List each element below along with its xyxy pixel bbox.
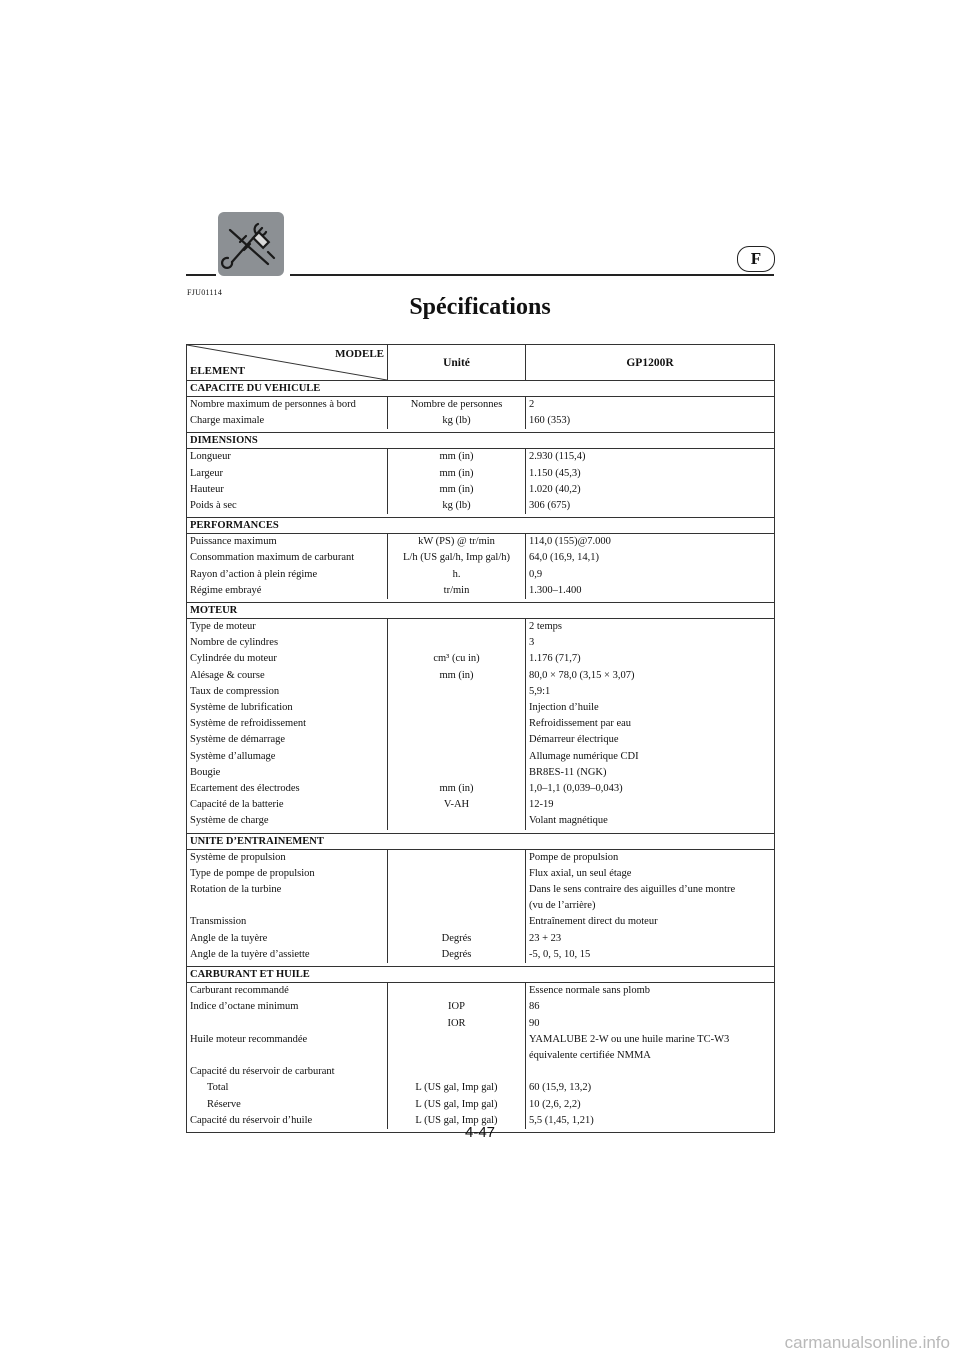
element-cell: Poids à sec — [187, 498, 388, 514]
unit-cell: L (US gal, Imp gal) — [388, 1113, 526, 1129]
table-row — [187, 849, 775, 866]
table-row — [187, 700, 775, 716]
unit-cell: V-AH — [388, 797, 526, 813]
unit-cell: cm³ (cu in) — [388, 651, 526, 667]
element-cell: Indice d’octane minimum — [187, 999, 388, 1015]
table-row — [187, 749, 775, 765]
section-title: DIMENSIONS — [187, 433, 775, 449]
section-title: UNITE D’ENTRAINEMENT — [187, 833, 775, 849]
table-row — [187, 397, 775, 414]
unit-cell — [388, 849, 526, 866]
unit-cell — [388, 684, 526, 700]
table-row — [187, 1032, 775, 1064]
value-text: 80,0 × 78,0 (3,15 × 3,07) — [529, 669, 635, 681]
section-title: MOTEUR — [187, 603, 775, 619]
table-row — [187, 983, 775, 1000]
unit-cell: kW (PS) @ tr/min — [388, 534, 526, 551]
value-text: 1.176 (71,7) — [529, 653, 581, 665]
element-cell: Réserve — [187, 1097, 388, 1113]
unit-cell: IOP — [388, 999, 526, 1015]
value-text: Volant magnétique — [529, 815, 608, 827]
unit-cell — [388, 619, 526, 636]
section-title: PERFORMANCES — [187, 518, 775, 534]
watermark-text: carmanualsonline.info — [784, 1333, 950, 1352]
element-cell: Capacité du réservoir d’huile — [187, 1113, 388, 1129]
element-cell: Système de charge — [187, 813, 388, 829]
unit-cell — [388, 1064, 526, 1080]
value-text: 2 temps — [529, 621, 562, 633]
element-cell: Angle de la tuyère d’assiette — [187, 947, 388, 963]
table-row — [187, 567, 775, 583]
table-row — [187, 797, 775, 813]
element-cell: Type de pompe de propulsion — [187, 866, 388, 882]
table-row — [187, 482, 775, 498]
element-cell: Alésage & course — [187, 668, 388, 684]
table-row — [187, 882, 775, 914]
element-cell: Taux de compression — [187, 684, 388, 700]
unit-cell — [388, 813, 526, 829]
value-cell — [526, 619, 775, 636]
header-element-label: ELEMENT — [190, 365, 246, 377]
table-header-row — [187, 345, 775, 381]
value-text: 1.150 (45,3) — [529, 467, 581, 479]
value-text: 10 (2,6, 2,2) — [529, 1098, 581, 1110]
table-row — [187, 413, 775, 429]
value-cell — [526, 482, 775, 498]
value-cell — [526, 749, 775, 765]
unit-cell: L (US gal, Imp gal) — [388, 1080, 526, 1096]
table-row — [187, 1080, 775, 1096]
header-model-label: MODELE — [335, 348, 384, 360]
value-cell — [526, 1032, 775, 1064]
value-cell — [526, 449, 775, 466]
value-text: 0,9 — [529, 568, 543, 580]
value-text: BR8ES-11 (NGK) — [529, 766, 607, 778]
value-text: YAMALUBE 2-W ou une huile marine TC-W3 — [529, 1033, 730, 1045]
element-cell: Nombre maximum de personnes à bord — [187, 397, 388, 414]
table-row — [187, 716, 775, 732]
element-cell: Bougie — [187, 765, 388, 781]
unit-cell: Degrés — [388, 947, 526, 963]
element-cell: Consommation maximum de carburant — [187, 550, 388, 566]
section-header-row — [187, 381, 775, 397]
value-text: 114,0 (155)@7.000 — [529, 536, 611, 548]
section-header-row — [187, 967, 775, 983]
value-cell — [526, 797, 775, 813]
value-cell — [526, 931, 775, 947]
header-model-value-label: GP1200R — [526, 345, 775, 381]
element-cell: Système de démarrage — [187, 732, 388, 748]
value-cell — [526, 466, 775, 482]
element-cell: Rayon d’action à plein régime — [187, 567, 388, 583]
specifications-table — [186, 344, 775, 1133]
value-text: Flux axial, un seul étage — [529, 867, 632, 879]
value-text: Pompe de propulsion — [529, 851, 619, 863]
value-cell — [526, 983, 775, 1000]
value-cell — [526, 716, 775, 732]
section-title: CAPACITE DU VEHICULE — [187, 381, 775, 397]
value-cell — [526, 583, 775, 599]
unit-cell — [388, 700, 526, 716]
value-text: 86 — [529, 1001, 540, 1013]
element-cell: Carburant recommandé — [187, 983, 388, 1000]
element-cell: Hauteur — [187, 482, 388, 498]
unit-cell: IOR — [388, 1016, 526, 1032]
element-cell: Capacité du réservoir de carburant — [187, 1064, 388, 1080]
element-cell: Système d’allumage — [187, 749, 388, 765]
unit-cell: kg (lb) — [388, 413, 526, 429]
table-row — [187, 813, 775, 829]
value-cell — [526, 651, 775, 667]
value-text: Démarreur électrique — [529, 734, 619, 746]
value-cell — [526, 668, 775, 684]
value-cell — [526, 732, 775, 748]
table-row — [187, 619, 775, 636]
element-cell: Largeur — [187, 466, 388, 482]
element-cell: Type de moteur — [187, 619, 388, 636]
value-cell — [526, 882, 775, 914]
table-row — [187, 781, 775, 797]
value-cell — [526, 914, 775, 930]
unit-cell — [388, 749, 526, 765]
tools-icon — [218, 212, 284, 276]
unit-cell: mm (in) — [388, 466, 526, 482]
section-header-row — [187, 518, 775, 534]
table-row — [187, 583, 775, 599]
value-cell — [526, 684, 775, 700]
table-row — [187, 866, 775, 882]
table-body — [187, 381, 775, 1133]
value-text: Dans le sens contraire des aiguilles d’une montre — [529, 884, 736, 896]
value-text: -5, 0, 5, 10, 15 — [529, 948, 591, 960]
unit-cell — [388, 716, 526, 732]
unit-cell: mm (in) — [388, 668, 526, 684]
header-element-model-cell — [187, 345, 388, 381]
element-cell: Rotation de la turbine — [187, 882, 388, 914]
value-text: Injection d’huile — [529, 702, 599, 714]
section-header-row — [187, 833, 775, 849]
value-cell — [526, 397, 775, 414]
value-text: 12-19 — [529, 799, 554, 811]
table-row — [187, 498, 775, 514]
unit-cell — [388, 765, 526, 781]
unit-cell — [388, 983, 526, 1000]
value-text: 1.020 (40,2) — [529, 483, 581, 495]
element-cell: Puissance maximum — [187, 534, 388, 551]
table-row — [187, 684, 775, 700]
unit-cell — [388, 882, 526, 914]
value-cell — [526, 567, 775, 583]
value-text: Refroidissement par eau — [529, 718, 632, 730]
page-title: Spécifications — [409, 294, 551, 320]
table-row — [187, 999, 775, 1015]
value-cell — [526, 534, 775, 551]
table-row — [187, 466, 775, 482]
value-text: 160 (353) — [529, 415, 571, 427]
value-text: 2.930 (115,4) — [529, 451, 586, 463]
unit-cell: kg (lb) — [388, 498, 526, 514]
value-text-continued: (vu de l’arrière) — [529, 900, 596, 912]
value-cell — [526, 781, 775, 797]
table-row — [187, 668, 775, 684]
unit-cell — [388, 732, 526, 748]
element-cell: Système de refroidissement — [187, 716, 388, 732]
unit-cell — [388, 635, 526, 651]
element-cell: Longueur — [187, 449, 388, 466]
value-cell — [526, 849, 775, 866]
value-cell — [526, 1097, 775, 1113]
section-header-row — [187, 603, 775, 619]
element-cell — [187, 1016, 388, 1032]
value-text: 2 — [529, 399, 535, 410]
value-cell — [526, 947, 775, 963]
value-text: 3 — [529, 637, 535, 649]
tools-icon-graphic — [218, 212, 284, 276]
unit-cell — [388, 1032, 526, 1064]
table-row — [187, 947, 775, 963]
unit-cell: mm (in) — [388, 482, 526, 498]
element-cell: Système de lubrification — [187, 700, 388, 716]
element-cell: Cylindrée du moteur — [187, 651, 388, 667]
value-text: 5,5 (1,45, 1,21) — [529, 1114, 594, 1126]
unit-cell: mm (in) — [388, 449, 526, 466]
element-cell: Système de propulsion — [187, 849, 388, 866]
unit-cell: L (US gal, Imp gal) — [388, 1097, 526, 1113]
table-row — [187, 1064, 775, 1080]
section-header-row — [187, 433, 775, 449]
table-row — [187, 651, 775, 667]
value-cell — [526, 1080, 775, 1096]
unit-cell: h. — [388, 567, 526, 583]
table-row — [187, 1097, 775, 1113]
value-cell — [526, 550, 775, 566]
language-badge: F — [737, 246, 775, 272]
value-text-continued: équivalente certifiée NMMA — [529, 1049, 651, 1061]
unit-cell: tr/min — [388, 583, 526, 599]
element-cell: Huile moteur recommandée — [187, 1032, 388, 1064]
unit-cell — [388, 866, 526, 882]
value-cell — [526, 999, 775, 1015]
watermark — [0, 1333, 960, 1353]
value-text: 64,0 (16,9, 14,1) — [529, 552, 599, 564]
table-row — [187, 1016, 775, 1032]
value-cell — [526, 866, 775, 882]
value-cell — [526, 498, 775, 514]
value-text: 60 (15,9, 13,2) — [529, 1082, 592, 1094]
value-cell — [526, 765, 775, 781]
table-row — [187, 732, 775, 748]
element-cell: Régime embrayé — [187, 583, 388, 599]
value-text: Entraînement direct du moteur — [529, 916, 658, 928]
header-rule-right — [290, 274, 774, 276]
element-cell: Charge maximale — [187, 413, 388, 429]
value-text: 1.300–1.400 — [529, 584, 582, 596]
unit-cell: mm (in) — [388, 781, 526, 797]
table-row — [187, 534, 775, 551]
element-cell: Angle de la tuyère — [187, 931, 388, 947]
table-row — [187, 635, 775, 651]
table-row — [187, 765, 775, 781]
unit-cell: Nombre de personnes — [388, 397, 526, 414]
header-rule-left — [186, 274, 216, 276]
value-text: Essence normale sans plomb — [529, 985, 651, 997]
page-number: 4-47 — [464, 1124, 496, 1141]
value-cell — [526, 813, 775, 829]
value-text: Allumage numérique CDI — [529, 750, 639, 762]
value-text: 90 — [529, 1017, 540, 1029]
header-unit-label: Unité — [388, 345, 526, 381]
element-cell: Transmission — [187, 914, 388, 930]
element-cell: Nombre de cylindres — [187, 635, 388, 651]
document-code: FJU01114 — [187, 288, 223, 297]
unit-cell: L/h (US gal/h, Imp gal/h) — [388, 550, 526, 566]
element-cell: Capacité de la batterie — [187, 797, 388, 813]
value-text: 1,0–1,1 (0,039–0,043) — [529, 783, 623, 795]
table-row — [187, 449, 775, 466]
element-cell: Total — [187, 1080, 388, 1096]
table-row — [187, 914, 775, 930]
value-cell — [526, 1016, 775, 1032]
table-row — [187, 550, 775, 566]
section-title: CARBURANT ET HUILE — [187, 967, 775, 983]
element-cell: Ecartement des électrodes — [187, 781, 388, 797]
value-cell — [526, 700, 775, 716]
unit-cell — [388, 914, 526, 930]
value-text: 306 (675) — [529, 500, 571, 512]
value-cell — [526, 1064, 775, 1080]
value-cell — [526, 413, 775, 429]
table-row — [187, 931, 775, 947]
value-text: 23 + 23 — [529, 932, 562, 944]
value-cell — [526, 635, 775, 651]
value-text: 5,9:1 — [529, 685, 551, 697]
unit-cell: Degrés — [388, 931, 526, 947]
